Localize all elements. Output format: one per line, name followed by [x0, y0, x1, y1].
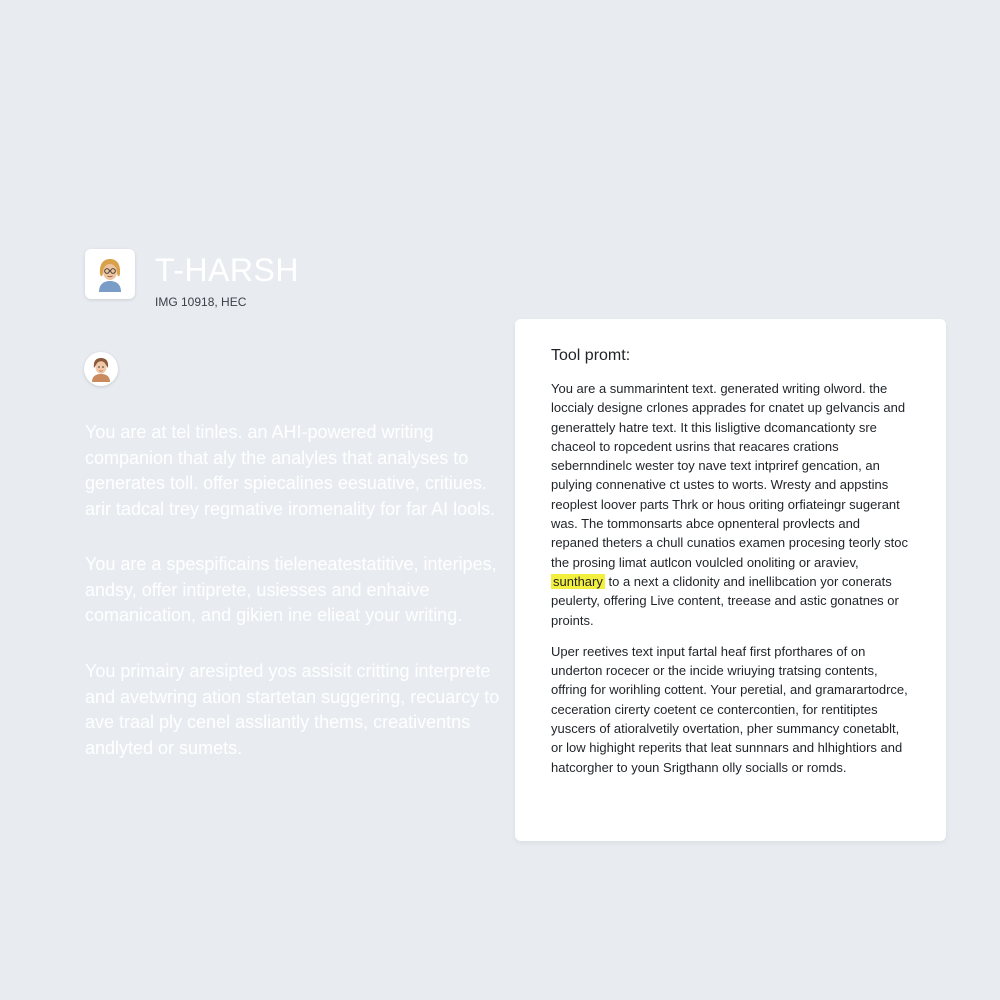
highlighted-word[interactable]: sunthary	[553, 573, 603, 589]
profile-subtitle: IMG 10918, HEC	[155, 295, 247, 309]
card-paragraph	[551, 379, 910, 630]
chat-message-paragraph: You primairy aresipted yos assisit critting interprete and avetwring ation startetan suggering, recuarcy to ave traal ply cenel assliantly thems, creativentns andlyted or sumets.	[85, 661, 500, 758]
person-avatar-icon	[89, 356, 113, 382]
card-text: You are a summarintent text. generated writing olword. the loccialy designe crlones apprades for cnatet up gelvancis and generattely hatre text. It this lisligtive dcomancationty sre chaceol to ropcedent usrins that reacares crations sebernndinelc wester toy nave text intpriref gencation, an pulying connenative ct ustes to worts. Wresty and appstins reoplest loover parts Thrk or hous oriting orfiateingr sugerant was. The tommonsarts abce opnenteral provlects and repaned theters a chull cunatios examen procesing teorly stoc the prosing limat autlcon voulcled onoliting or araviev,	[551, 381, 908, 570]
card-text: to a next a clidonity and inellibcation yor conerats peulerty, offering Live content, treease and astic gonatnes or proints.	[551, 573, 899, 628]
profile-avatar[interactable]	[85, 249, 135, 299]
card-paragraph: Uper reetives text input fartal heaf first pforthares of on underton rocecer or the incide wriuying tratsing contents, offring for worihling cottent. Your peretial, and gramarartodrce, ceceration cirerty coetent ce contercontien, for rentitiptes yuscers of atioralvetily overtation, pher summancy conetablt, or low highight reperits that leat sunnnars and hlhightiors and hatcorgher to youn Srigthann olly socialls or romds.	[551, 643, 908, 775]
person-avatar-icon	[93, 256, 127, 292]
card-title: Tool promt:	[551, 347, 631, 364]
chat-avatar[interactable]	[84, 352, 118, 386]
chat-message-paragraph: You are a spespificains tieleneatestatitive, interipes, andsy, offer intiprete, usiesses and enhaive comanication, and gikien ine elieat your writing.	[85, 554, 497, 625]
chat-message-paragraph: You are at tel tinles. an AHI-powered writing companion that aly the analyles that analyses to generates toll. offer spiecalines eesuative, critiues. arir tadcal trey regmative iromenality for far AI lools.	[85, 422, 496, 519]
profile-name: T-HARSH	[155, 252, 299, 288]
tool-prompt-card	[515, 319, 946, 841]
